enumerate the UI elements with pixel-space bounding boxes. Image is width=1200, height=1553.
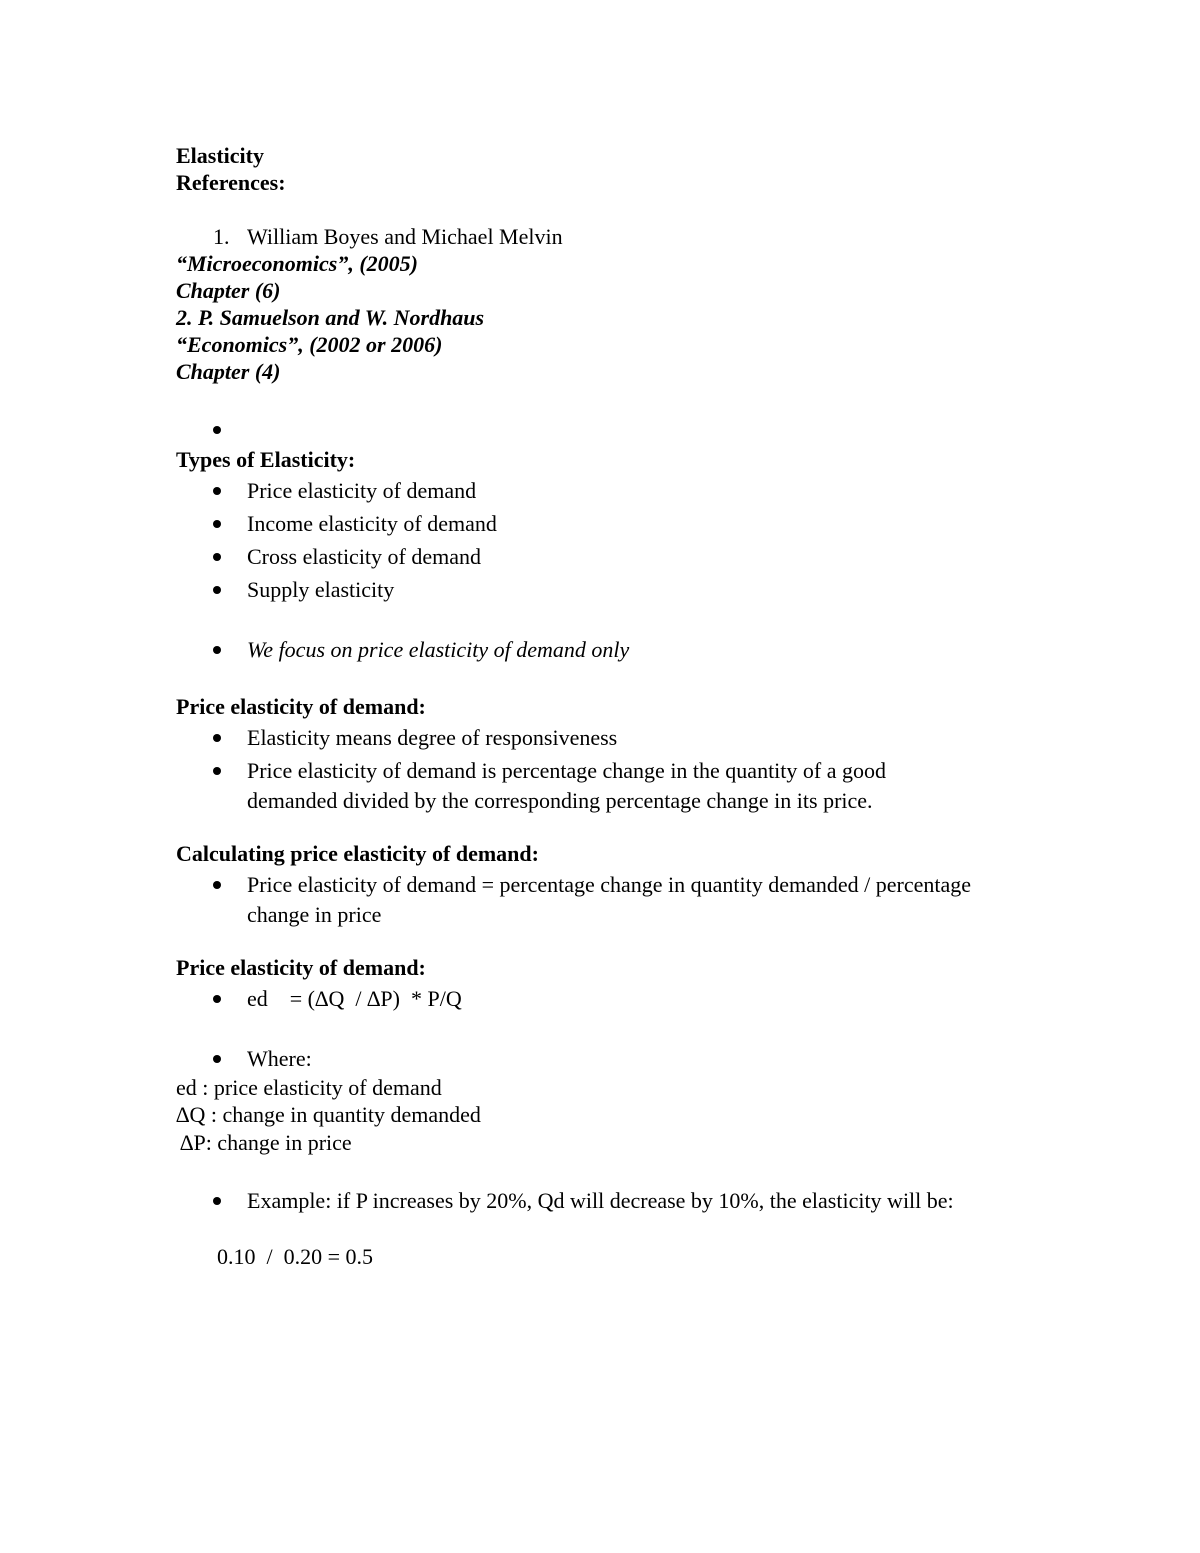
- reference-book-1: “Microeconomics”, (2005): [176, 251, 418, 276]
- bullet-icon: [213, 734, 221, 742]
- price-elasticity-item: Elasticity means degree of responsiveness: [247, 725, 618, 750]
- calculating-heading: Calculating price elasticity of demand:: [176, 841, 539, 866]
- bullet-icon: [213, 881, 221, 889]
- references-heading: References:: [176, 170, 286, 195]
- formula-equation: ed = (∆Q / ∆P) * P/Q: [247, 986, 462, 1011]
- types-item: Supply elasticity: [247, 577, 395, 602]
- calculating-item: Price elasticity of demand = percentage change in quantity demanded / percentage: [247, 872, 972, 897]
- reference-number-1: 1.: [213, 224, 230, 249]
- where-label: Where:: [247, 1046, 312, 1071]
- reference-book-2: “Economics”, (2002 or 2006): [176, 332, 443, 357]
- reference-authors-1: William Boyes and Michael Melvin: [247, 224, 563, 249]
- definition-delta-p: ∆P: change in price: [180, 1130, 352, 1155]
- focus-note: We focus on price elasticity of demand only: [247, 637, 630, 662]
- types-heading: Types of Elasticity:: [176, 447, 356, 472]
- price-elasticity-heading: Price elasticity of demand:: [176, 694, 426, 719]
- definition-ed: ed : price elasticity of demand: [176, 1075, 442, 1100]
- bullet-icon: [213, 487, 221, 495]
- document-title: Elasticity: [176, 143, 264, 168]
- calculating-item-continuation: change in price: [247, 902, 382, 927]
- reference-chapter-2: Chapter (4): [176, 359, 281, 384]
- bullet-icon: [213, 426, 221, 434]
- example-result: 0.10 / 0.20 = 0.5: [217, 1244, 374, 1269]
- bullet-icon: [213, 1197, 221, 1205]
- definition-delta-q: ∆Q : change in quantity demanded: [176, 1102, 481, 1127]
- types-item: Income elasticity of demand: [247, 511, 497, 536]
- types-item: Cross elasticity of demand: [247, 544, 482, 569]
- reference-authors-2: 2. P. Samuelson and W. Nordhaus: [176, 305, 485, 330]
- types-item: Price elasticity of demand: [247, 478, 477, 503]
- bullet-icon: [213, 646, 221, 654]
- bullet-icon: [213, 995, 221, 1003]
- bullet-icon: [213, 520, 221, 528]
- bullet-icon: [213, 553, 221, 561]
- bullet-icon: [213, 586, 221, 594]
- formula-heading: Price elasticity of demand:: [176, 955, 426, 980]
- bullet-icon: [213, 1055, 221, 1063]
- reference-chapter-1: Chapter (6): [176, 278, 281, 303]
- price-elasticity-item: Price elasticity of demand is percentage change in the quantity of a good: [247, 758, 886, 783]
- price-elasticity-item-continuation: demanded divided by the corresponding percentage change in its price.: [247, 788, 873, 813]
- bullet-icon: [213, 767, 221, 775]
- example-text: Example: if P increases by 20%, Qd will decrease by 10%, the elasticity will be:: [247, 1188, 954, 1213]
